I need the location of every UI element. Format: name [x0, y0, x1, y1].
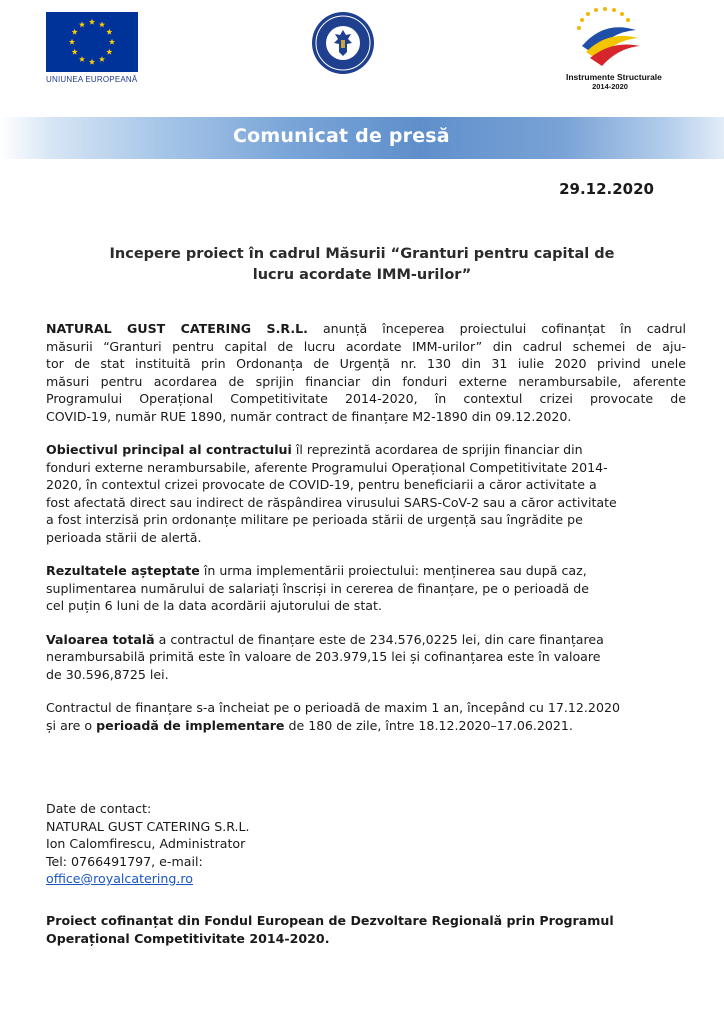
document-body	[46, 320, 686, 750]
contact-block	[46, 800, 250, 888]
text-line: anunță începerea proiectului cofinanțat în cadrul	[307, 321, 686, 336]
is-years: 2014-2020	[592, 82, 628, 91]
title-line: lucru acordate IMM-urilor”	[252, 267, 472, 283]
funding-note	[46, 912, 696, 947]
text-line: suplimentarea numărului de salariați înscriși in cererea de finanțare, pe o perioadă de	[46, 580, 590, 596]
value-lead: Valoarea totală	[46, 631, 155, 647]
text-line: perioada stării de alertă.	[46, 529, 202, 545]
text-line: cel puțin 6 luni de la data acordării ajutorului de stat.	[46, 598, 382, 613]
text-line: măsuri pentru acordarea de sprijin financiar din fonduri externe nerambursabile, aferente	[46, 373, 686, 389]
text-line: COVID-19, număr RUE 1890, număr contract de finanțare M2-1890 din 09.12.2020.	[46, 408, 572, 424]
email-link[interactable]: office@royalcatering.ro	[46, 871, 194, 886]
government-seal-icon	[310, 10, 376, 76]
eu-flag-icon	[46, 12, 138, 72]
eu-logo	[46, 12, 142, 84]
structural-instruments-icon	[574, 6, 644, 70]
text-line: fonduri externe nerambursabile, aferente Programului Operațional Competitivitate 2014-	[46, 459, 608, 475]
objective-lead: Obiectivul principal al contractului	[46, 442, 292, 457]
text-line: măsurii “Granturi pentru capital de lucru acordate IMM-urilor” din cadrul schemei de aju-	[46, 338, 686, 354]
paragraph-objective	[46, 441, 686, 546]
text-line: și are o	[46, 717, 97, 733]
text-line: îl reprezintă acordarea de sprijin financiar din	[291, 442, 583, 457]
text-line: nerambursabilă primită este în valoare de 203.979,15 lei și cofinanțarea este în valoare	[46, 649, 601, 664]
text-line: în urma implementării proiectului: menținerea sau după caz,	[199, 563, 587, 578]
results-lead: Rezultatele așteptate	[46, 563, 200, 578]
press-release-banner	[0, 117, 724, 159]
implementation-lead: perioadă de implementare	[96, 717, 285, 733]
footer-line: Operațional Competitivitate 2014-2020.	[46, 930, 330, 946]
text-line: Contractul de finanțare s-a încheiat pe o perioadă de maxim 1 an, începând cu 17.12.2020	[46, 700, 620, 715]
paragraph-results	[46, 562, 686, 615]
release-date: 29.12.2020	[559, 180, 654, 198]
title-line: Incepere proiect în cadrul Măsurii “Granturi pentru capital de	[109, 246, 615, 262]
text-line: fost afectată direct sau indirect de răspândirea virusului SARS-CoV-2 sau a căror activitate	[46, 494, 617, 510]
company-name: NATURAL GUST CATERING S.R.L.	[46, 321, 308, 336]
contact-company: NATURAL GUST CATERING S.R.L.	[46, 818, 250, 834]
paragraph-intro	[46, 320, 686, 425]
paragraph-period	[46, 699, 686, 734]
text-line: a fost interzisă prin ordonanțe militare pe perioada stării de urgență sau îngrădite pe	[46, 512, 583, 527]
contact-label: Date de contact:	[46, 801, 152, 816]
footer-line: Proiect cofinanțat din Fondul European de Dezvoltare Regională prin Programul	[46, 913, 614, 928]
document-title	[60, 244, 664, 286]
text-line: de 30.596,8725 lei.	[46, 666, 169, 682]
is-caption: Instrumente Structurale	[566, 72, 662, 82]
text-line: de 180 de zile, între 18.12.2020–17.06.2021.	[284, 717, 573, 733]
structural-instruments-logo	[566, 6, 660, 91]
paragraph-value	[46, 631, 686, 684]
contact-tel: Tel: 0766491797, e-mail:	[46, 853, 203, 869]
text-line: a contractul de finanțare este de 234.576,0225 lei, din care finanțarea	[154, 631, 604, 647]
text-line: Programului Operațional Competitivitate 2014-2020, în contextul crizei provocate de	[46, 391, 686, 406]
contact-line	[46, 853, 250, 888]
text-line: tor de stat instituită prin Ordonanța de Urgență nr. 130 din 31 iulie 2020 privind unele	[46, 356, 686, 371]
text-line: 2020, în contextul crizei provocate de COVID-19, pentru beneficiarii a căror activitate a	[46, 477, 597, 492]
banner-title: Comunicat de presă	[233, 125, 450, 147]
contact-person: Ion Calomfirescu, Administrator	[46, 836, 246, 851]
eu-caption: UNIUNEA EUROPEANĂ	[46, 75, 138, 84]
